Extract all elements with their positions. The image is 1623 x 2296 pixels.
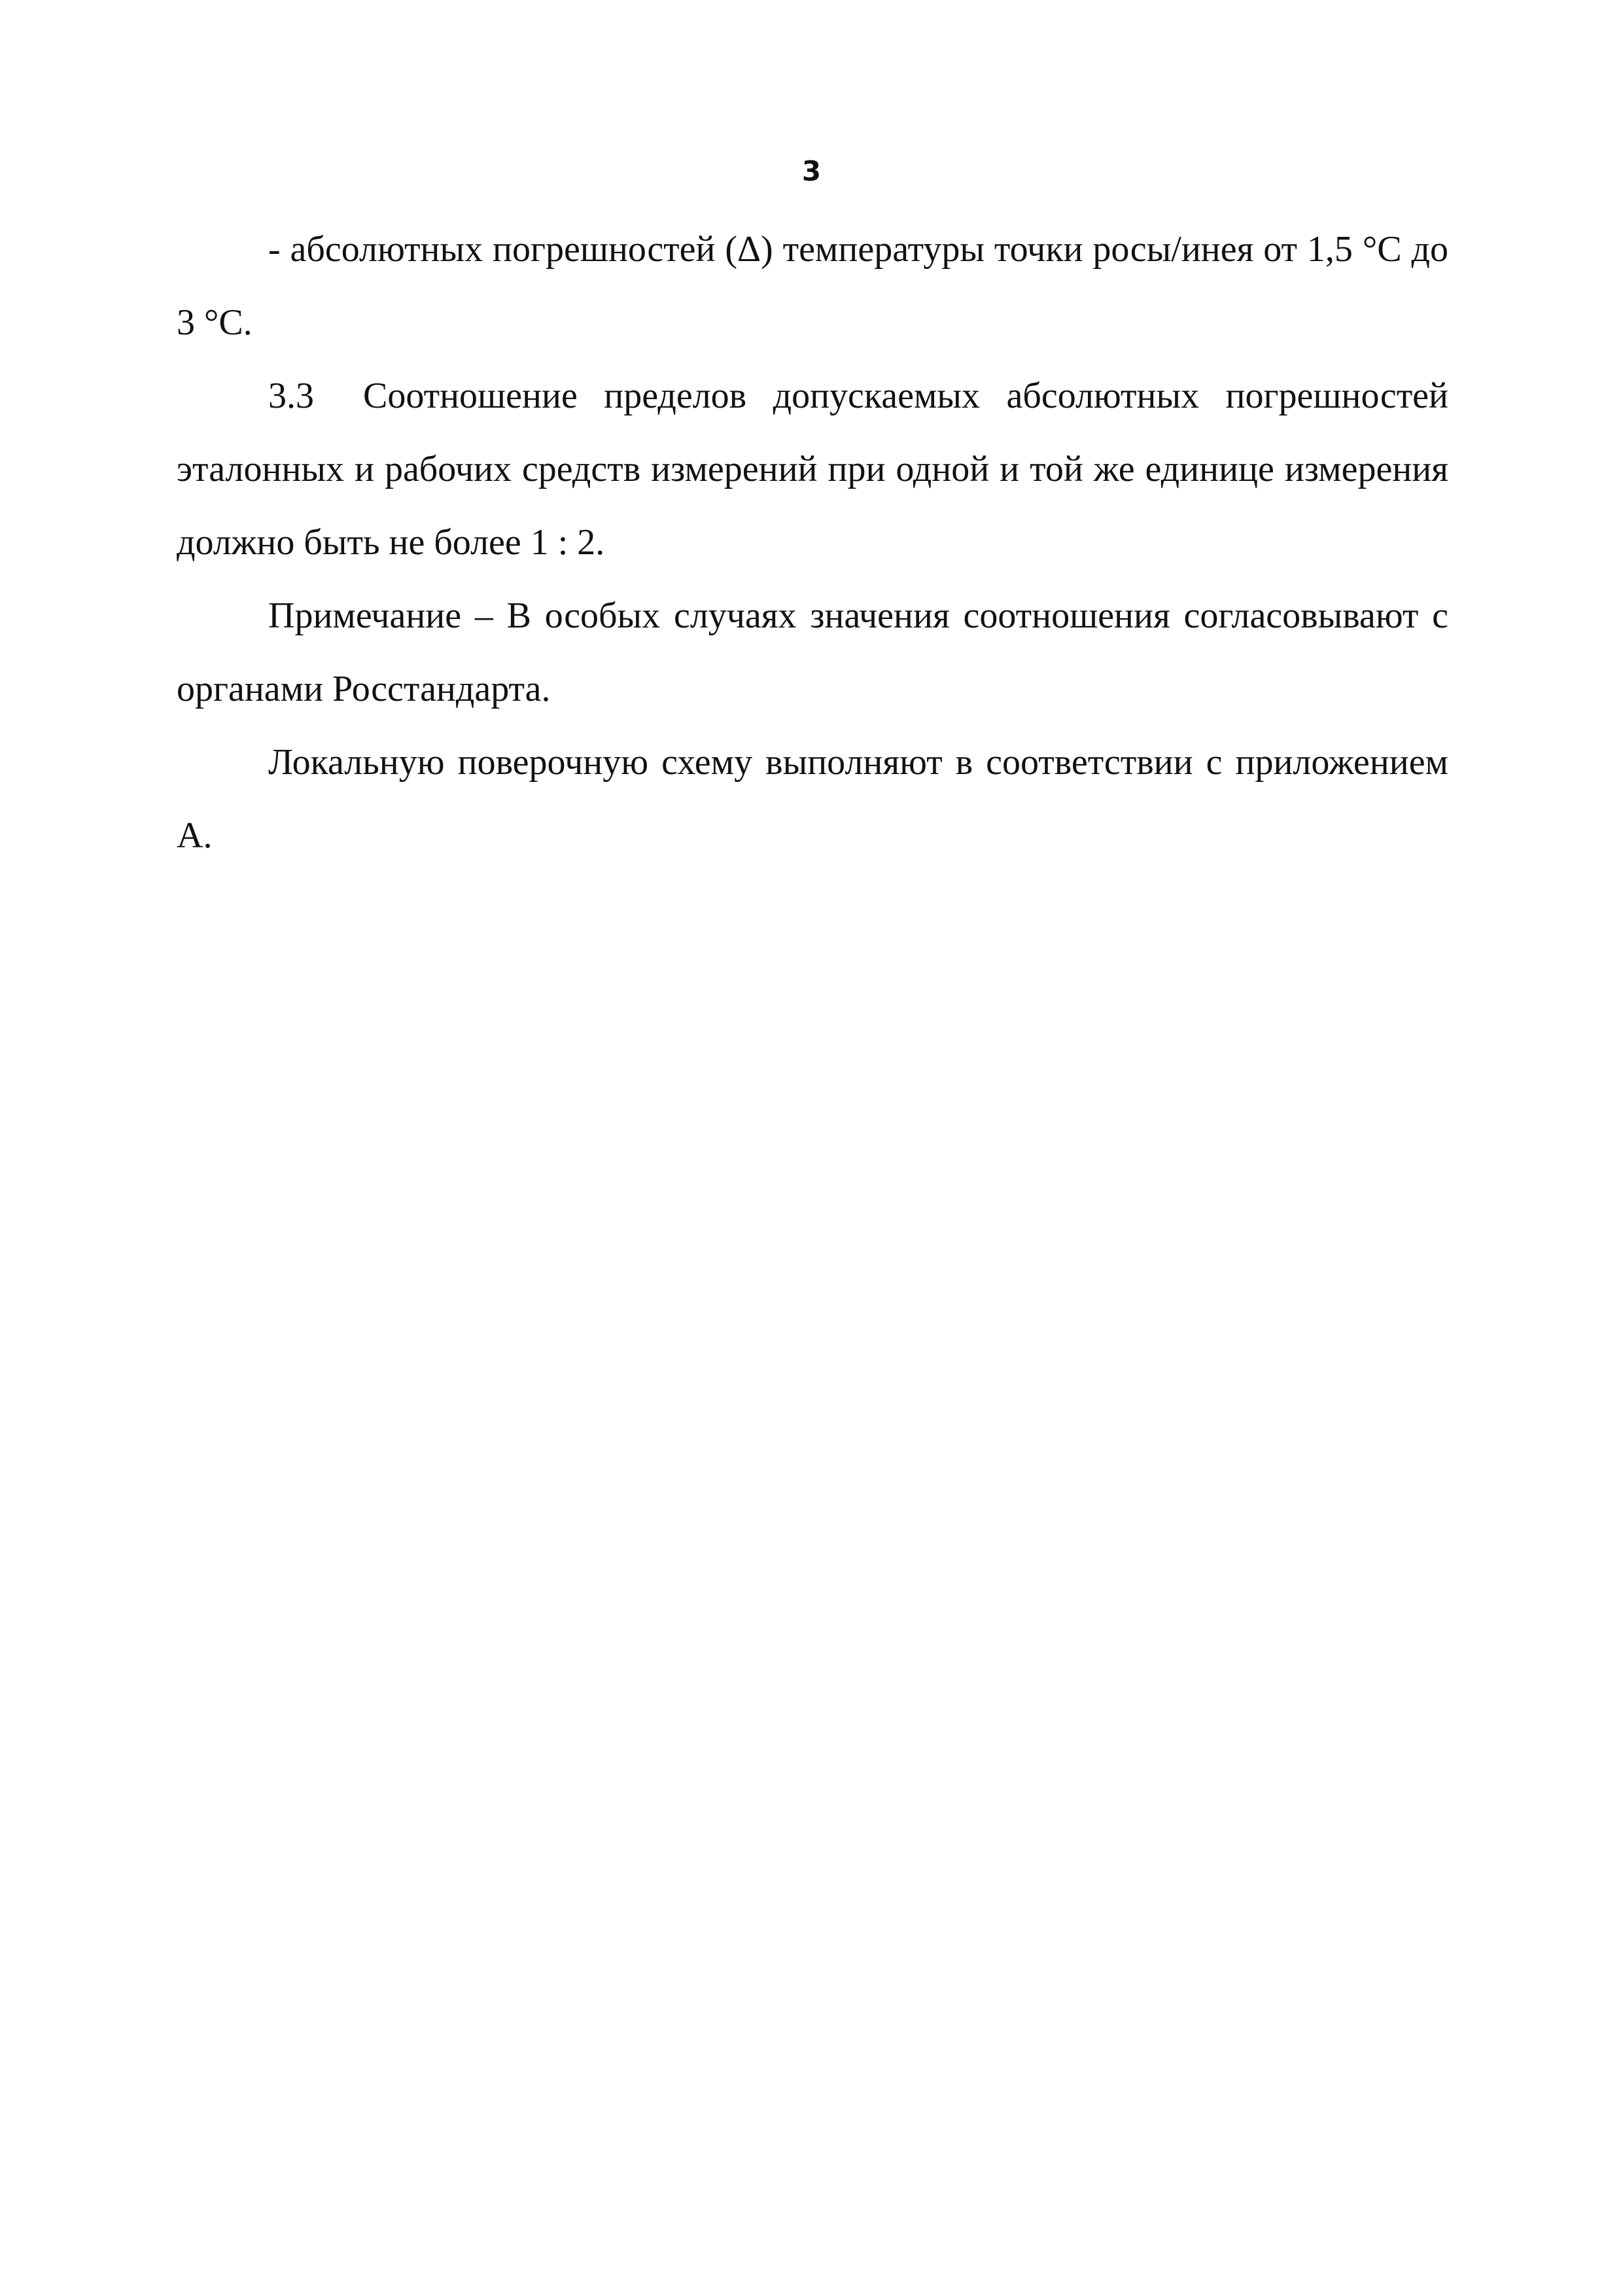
page-number: 3 <box>801 155 822 187</box>
paragraph-note: Примечание – В особых случаях значения соотношения согласовывают с органами Росстандарта. <box>177 595 1448 709</box>
paragraph-3-3-text: Соотношение пределов допускаемых абсолютных погрешностей эталонных и рабочих средств измерений при одной и той же единице измерения должно быть не более 1 : 2. <box>177 376 1448 563</box>
paragraph-number: 3.3 <box>268 376 314 416</box>
paragraph-3-3 <box>177 359 1448 579</box>
paragraph-local-scheme: Локальную поверочную схему выполняют в соответствии с приложением А. <box>177 742 1448 856</box>
paragraph-absolute-errors: - абсолютных погрешностей (Δ) температуры точки росы/инея от 1,5 °С до 3 °С. <box>177 229 1448 343</box>
body-text <box>177 213 1448 872</box>
